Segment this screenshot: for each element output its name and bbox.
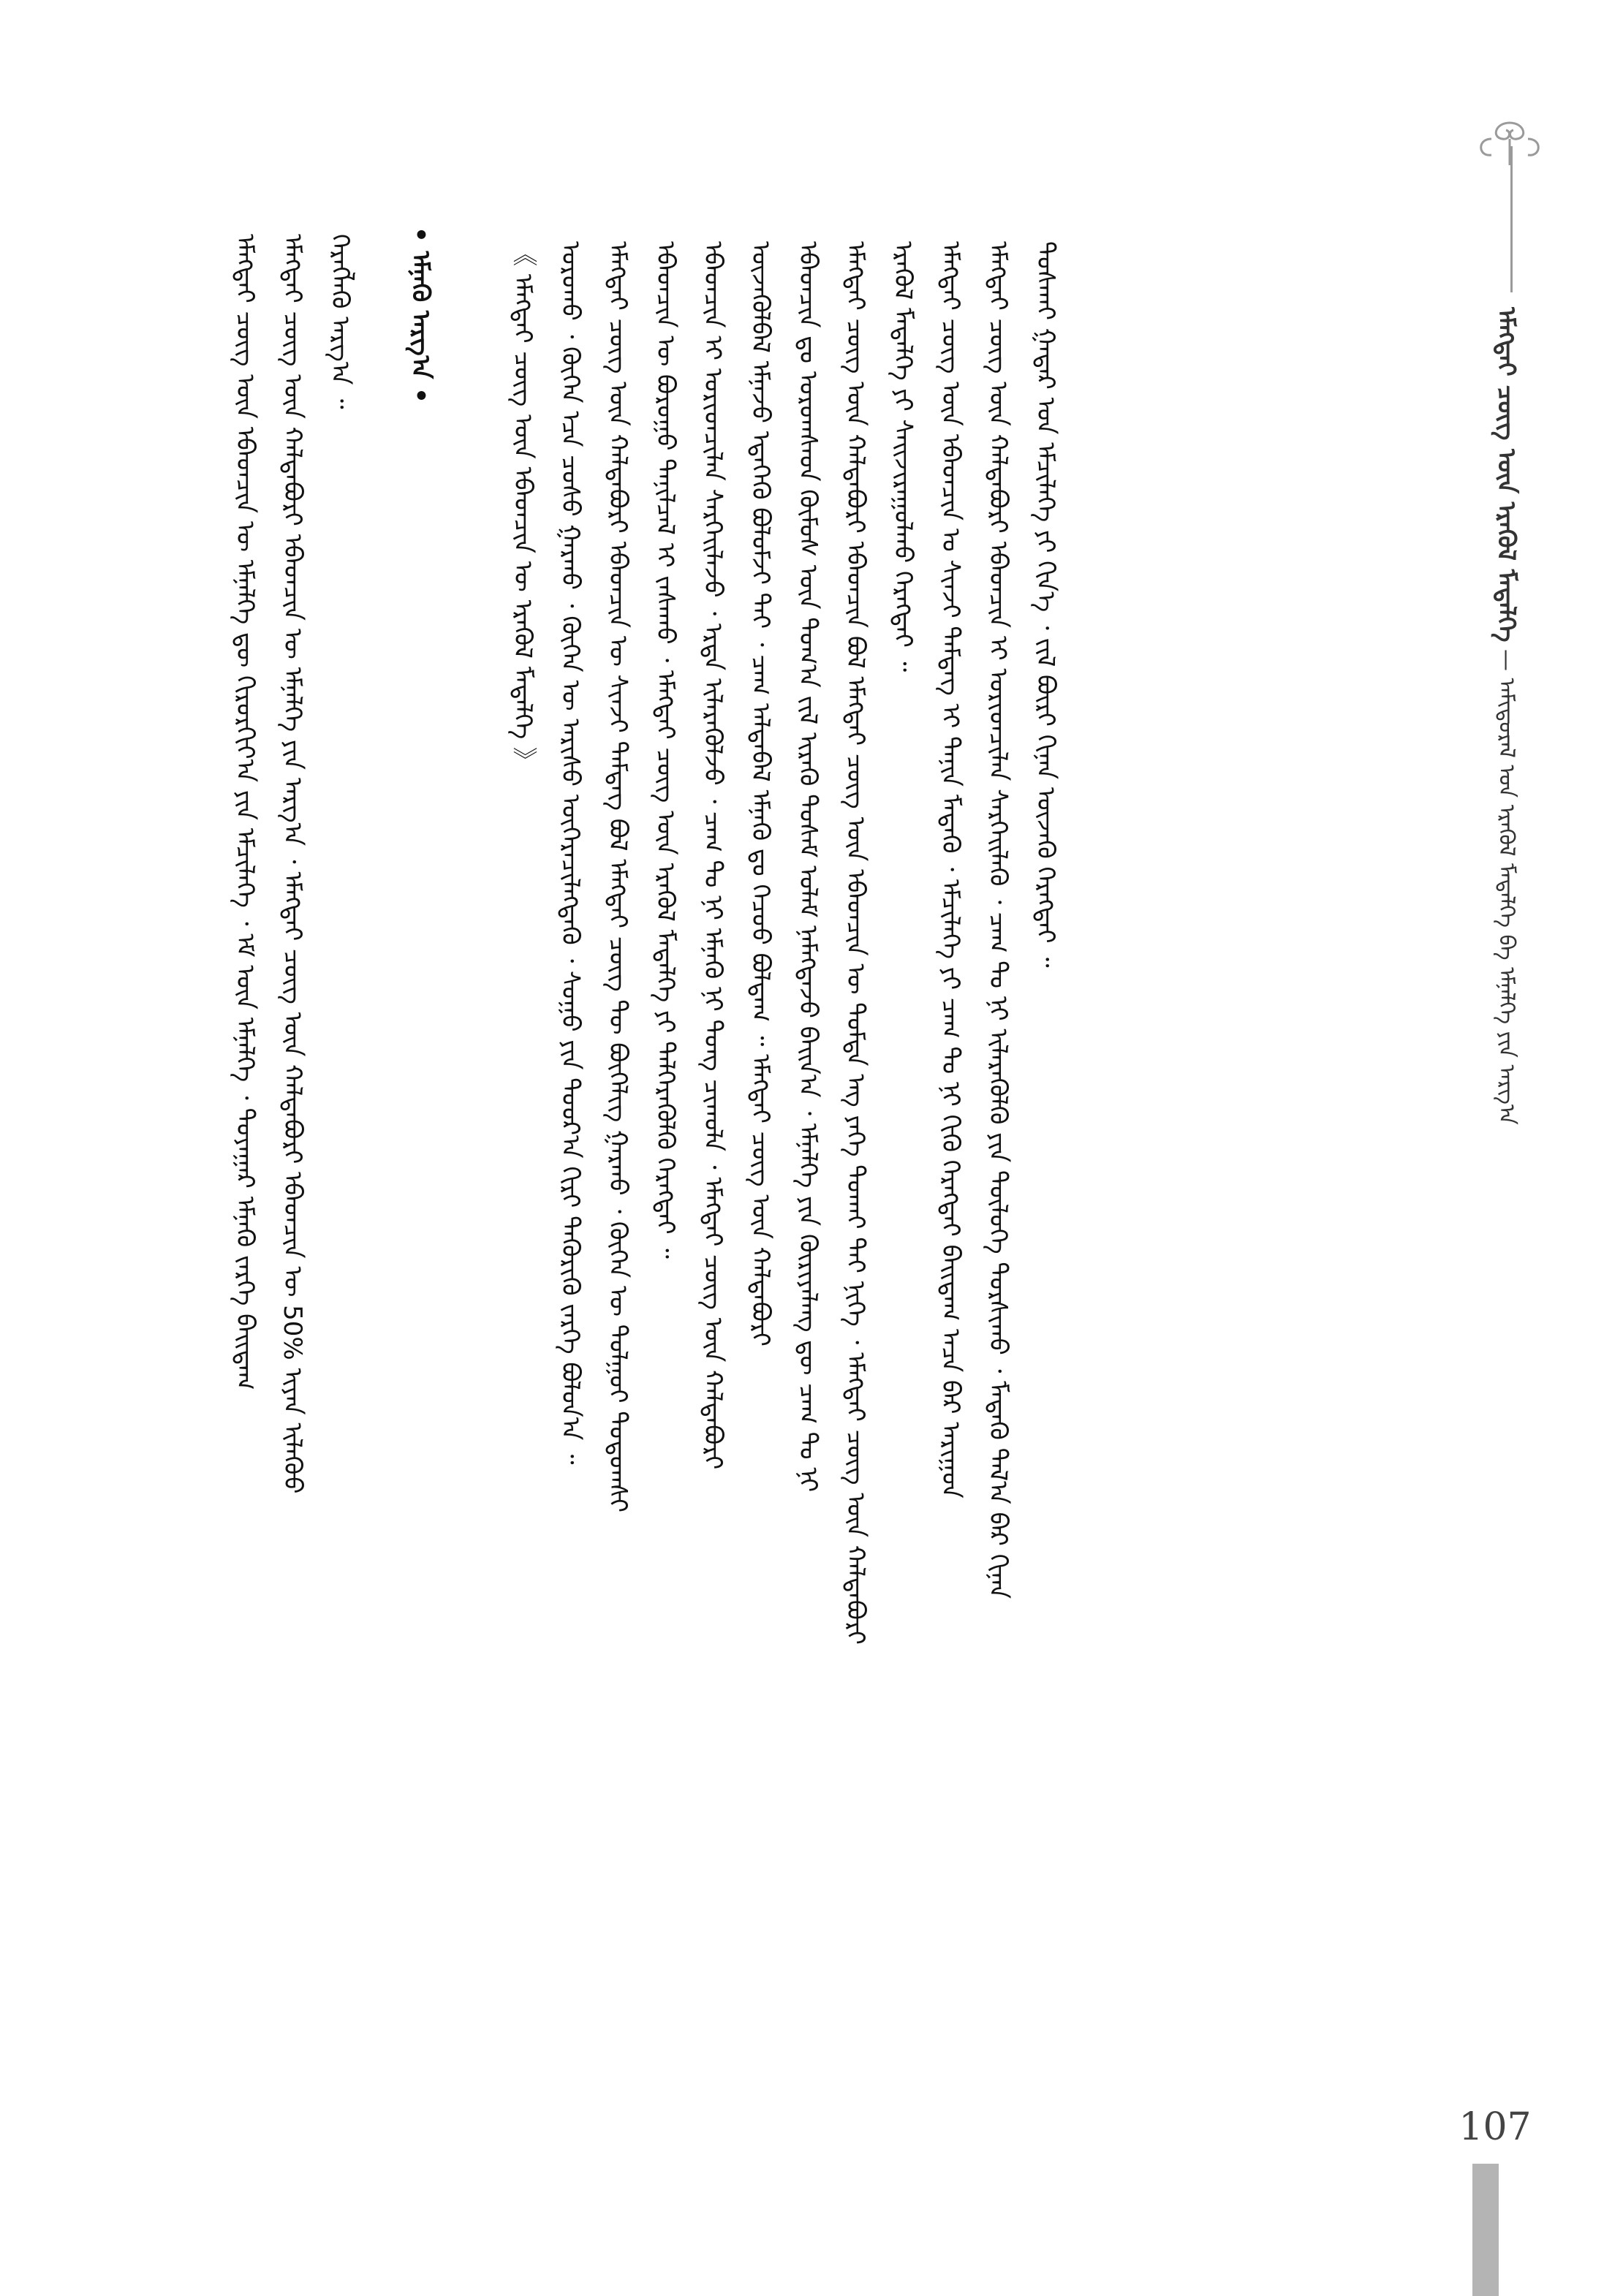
body-line: ᠦᠵᠡᠭᠦᠯᠪᠡᠯ ᠡᠮᠨᠡᠵᠦ ᠡᠳᠡᠭᠡᠬᠦ ᠪᠣᠯᠤᠮᠵᠢ ᠲᠠᠢ ᠂ ᠴᠠᠭ ᠠᠯᠳᠠᠪᠠᠯ ᠡᠮᠨᠡᠬᠦ ᠳᠤ ᠬᠡᠴᠦᠦ ᠪᠣᠯᠳᠠᠭ ᠃ ᠡᠮᠡᠭᠲᠡᠢ ᠴᠦᠭ ᠦᠨ ᠬᠠᠯᠳᠠᠪᠤᠷᠢ bbox=[746, 241, 775, 1346]
body-line: ᠬᠡᠷᠡᠭᠯᠡᠬᠦ ᠠᠷᠭ᠎ᠠ ᠃ bbox=[325, 234, 355, 409]
body-line: ᠡᠮᠡᠭᠲᠡᠢ ᠴᠦᠭ ᠦᠨ ᠡᠪᠡᠳᠴᠢᠨ ᠦ ᠡᠮᠨᠡᠯᠭᠡ ᠳᠦ ᠬᠢᠷᠤᠷᠭᠢᠶ᠎ᠠ ᠶᠢᠨ ᠡᠮᠴᠢᠯᠡᠭᠡ ᠂ ᠡᠮ ᠦᠨ ᠡᠮᠨᠡᠯᠭᠡ ᠂ ᠲᠤᠶᠠᠭᠠᠷ ᠡᠮᠨᠡᠬᠦ ᠵᠡᠷᠭᠡ ᠪᠠᠢᠳᠠᠭ bbox=[230, 234, 260, 1390]
running-head-subtitle: ᠡᠮᠡᠭᠲᠡᠢ ᠴᠦᠭ ᠦᠨ ᠡᠷᠡᠭᠦᠯ ᠮᠡᠳᠡᠯᠭᠡ bbox=[1491, 307, 1521, 643]
section-heading: • ᠡᠮᠨᠡᠬᠦ ᠠᠷᠭ᠎ᠠ • bbox=[406, 227, 435, 403]
body-line: ᠡᠪᠡᠳᠴᠢᠨ ᠳᠤ ᠣᠷᠤᠭᠰᠠᠳ ᠬᠦᠮᠦᠰ ᠦᠨ ᠲᠣᠭ᠎ᠠ ᠵᠢᠯ ᠢᠷᠡᠬᠦ ᠲᠤᠰᠠᠮ ᠤᠯᠠᠮ ᠨᠡᠮᠡᠭᠳᠡᠵᠦ ᠪᠠᠢᠨ᠎ᠠ ᠂ ᠡᠮᠨᠡᠯᠭᠡ ᠶᠢᠨ ᠬᠦᠷᠢᠶᠡᠯᠡᠩ ᠳᠦ ᠴᠠᠭ ᠲᠤ ᠨᠢ bbox=[793, 241, 822, 1493]
body-line: ᠡᠮᠡᠭᠲᠡᠢ ᠴᠦᠭ ᠦᠨ ᠬᠠᠯᠳᠠᠪᠤᠷᠢ ᠡᠪᠡᠳᠴᠢᠨ ᠦ ᠰᠢᠨᠵᠢ ᠲᠡᠮᠳᠡᠭ ᠪᠣᠯ ᠡᠮᠡᠭᠲᠡᠢ ᠴᠦᠭ ᠲᠦ ᠪᠥᠬᠡᠯᠢᠭ ᠭᠠᠷᠬᠤ ᠂ ᠬᠥᠬᠡᠨ ᠦ ᠲᠣᠯᠭᠤᠢ ᠳᠣᠲᠣᠭᠰᠢ bbox=[603, 241, 632, 1513]
body-line: ᠡᠪᠡᠳᠴᠢᠨ ᠢ ᠤᠷᠢᠳᠴᠢᠯᠠᠨ ᠰᠡᠷᠭᠡᠢᠯᠡᠵᠦ ᠂ ᠡᠷᠲᠡ ᠢᠯᠡᠷᠡᠭᠦᠯᠵᠦ ᠂ ᠴᠠᠭ ᠲᠤ ᠨᠢ ᠡᠮᠨᠡᠬᠦ ᠨᠢ ᠲᠤᠩ ᠴᠢᠬᠤᠯᠠ ᠂ ᠡᠮᠡᠭᠲᠡᠢ ᠴᠦᠭ ᠦᠨ ᠬᠠᠯᠳᠠᠪᠤᠷᠢ bbox=[698, 241, 727, 1470]
body-line: ᠡᠪᠡᠳᠴᠢᠨ ᠦ ᠪᠤᠷᠤᠭᠤ ᠲᠠᠨᠢᠯᠴᠠᠯ ᠢ ᠵᠠᠰᠠᠬᠤ ᠂ ᠡᠮᠡᠭᠲᠡᠢ ᠴᠦᠭ ᠦᠨ ᠡᠷᠡᠭᠦᠯ ᠮᠡᠳᠡᠯᠭᠡ ᠶᠢ ᠳᠡᠯᠭᠡᠷᠡᠭᠦᠯᠬᠦ ᠬᠡᠷᠡᠭᠲᠡᠢ ᠃ bbox=[651, 241, 680, 1259]
body-line: ᠲᠤᠰᠬᠠᠢ ᠭᠠᠳᠠᠷ ᠤᠨ ᠡᠮᠴᠢᠯᠡᠭᠡ ᠶᠢ ᠬᠢᠨ᠎ᠡ ᠂ ᠵᠢᠯ ᠪᠦᠷᠢ ᠬᠢᠨᠠᠨ ᠦᠵᠡᠬᠦ ᠬᠡᠷᠡᠭᠲᠡᠢ ᠃ bbox=[1031, 241, 1060, 968]
running-head-title: ᠠᠮᠢᠳᠤᠷᠠᠯ ᠤᠨ ᠡᠷᠡᠭᠦᠯ ᠮᠡᠳᠡᠯᠭᠡ ᠪᠠ ᠡᠮᠨᠡᠯᠭᠡ ᠶᠢᠨ ᠠᠷᠭ᠎ᠠ bbox=[1494, 678, 1519, 1125]
page-number: 107 bbox=[1459, 2105, 1532, 2149]
running-head-rule bbox=[1510, 146, 1513, 292]
body-line: ᠡᠷᠡᠭᠦᠯ ᠮᠡᠳᠡᠯᠭᠡ ᠶᠢ ᠰᠠᠢᠵᠢᠷᠠᠭᠤᠯᠬᠤ ᠬᠡᠷᠡᠭᠲᠡᠢ ᠃ bbox=[888, 241, 918, 672]
body-line: ᠡᠮᠡᠭᠲᠡᠢ ᠴᠦᠭ ᠦᠨ ᠡᠪᠡᠳᠴᠢᠨ ᠤ ᠰᠢᠨᠵᠢ ᠲᠡᠮᠳᠡᠭ ᠢ ᠲᠠᠨᠢᠨ ᠮᠡᠳᠡᠬᠦ ᠂ ᠡᠮᠴᠢᠯᠡᠭᠡ ᠶᠢ ᠴᠠᠭ ᠲᠤ ᠨᠢ ᠬᠢᠬᠦ ᠬᠡᠷᠡᠭᠲᠡᠢ ᠪᠠᠢᠳᠠᠭ ᠠᠴᠠ ᠪᠡᠷ ᠠᠷᠢᠭᠤᠨ bbox=[936, 241, 965, 1499]
page-edge-tab bbox=[1472, 2164, 1499, 2296]
body-line: ᠣᠷᠣᠬᠤ ᠂ ᠬᠥᠬᠡᠨ ᠡᠴᠡ ᠴᠤᠰᠤ ᠭᠠᠷᠬᠤ ᠂ ᠬᠥᠬᠡᠨ ᠦ ᠠᠷᠢᠰᠤ ᠥᠭᠡᠷᠡᠴᠢᠯᠡᠭᠳᠡᠬᠦ ᠂ ᠰᠤᠭᠤ ᠶᠢᠨ ᠳᠤᠤᠷ᠎ᠠ ᠬᠢᠷᠢ ᠲᠡᠭᠦᠷᠢᠬᠦ ᠵᠡᠷᠭᠡ ᠪᠣᠯᠤᠨ᠎ᠠ ᠃ bbox=[556, 241, 585, 1465]
running-head: ᠡᠮᠡᠭᠲᠡᠢ ᠴᠦᠭ ᠦᠨ ᠡᠷᠡᠭᠦᠯ ᠮᠡᠳᠡᠯᠭᠡ — ᠠᠮᠢᠳᠤᠷᠠᠯ ᠤᠨ ᠡᠷᠡᠭᠦᠯ ᠮᠡᠳᠡᠯᠭᠡ ᠪᠠ ᠡᠮᠨᠡᠯᠭᠡ ᠶᠢᠨ ᠠᠷᠭ᠎ᠠ bbox=[1491, 307, 1521, 1125]
body-line: ᠡᠮᠡᠭᠲᠡᠢ ᠴᠦᠭ ᠦᠨ ᠬᠠᠯᠳᠠᠪᠤᠷᠢ ᠡᠪᠡᠳᠴᠢᠨ ᠦ ᠡᠮᠨᠡᠯᠭᠡ ᠶᠢᠨ ᠠᠷᠭ᠎ᠠ ᠂ ᠡᠮᠡᠭᠲᠡᠢ ᠴᠦᠭ ᠦᠨ ᠬᠠᠯᠳᠠᠪᠤᠷᠢ ᠡᠪᠡᠳᠴᠢᠨ ᠦ 50% ᠢᠶᠠᠨ ᠢᠯᠡᠭᠦᠦ bbox=[278, 234, 307, 1494]
body-line: ᠡᠮᠡᠭᠲᠡᠢ ᠴᠦᠭ ᠦᠨ ᠬᠠᠯᠳᠠᠪᠤᠷᠢ ᠡᠪᠡᠳᠴᠢᠨ ᠪᠣᠯ ᠡᠮᠡᠭᠲᠡᠢ ᠴᠦᠭ ᠦᠨ ᠡᠪᠡᠳᠴᠢᠨ ᠦ ᠳᠤᠮᠳᠠ ᠡᠩ ᠶᠡᠬᠡ ᠲᠤᠬᠠᠢ ᠲᠠᠢ ᠨᠢᠭᠡ ᠂ ᠡᠮᠡᠭᠲᠡᠢ ᠴᠦᠭ ᠦᠨ ᠬᠠᠯᠳᠠᠪᠤᠷᠢ bbox=[841, 241, 870, 1645]
quote-line: 《 ᠡᠮᠡᠭᠲᠡᠢ ᠴᠦᠭ ᠦᠨ ᠡᠪᠡᠳᠴᠢᠨ ᠦ ᠡᠷᠡᠭᠦᠯ ᠮᠡᠳᠡᠯᠭᠡ 》 bbox=[508, 241, 537, 772]
body-line: ᠡᠮᠡᠭᠲᠡᠢ ᠴᠦᠭ ᠦᠨ ᠬᠠᠯᠳᠠᠪᠤᠷᠢ ᠡᠪᠡᠳᠴᠢᠨ ᠢ ᠤᠷᠢᠳᠴᠢᠯᠠᠨ ᠰᠡᠷᠭᠡᠢᠯᠡᠬᠦ ᠂ ᠴᠠᠭ ᠲᠤ ᠨᠢ ᠢᠯᠡᠷᠡᠭᠦᠯᠬᠦ ᠶᠢᠨ ᠲᠥᠯᠥᠭᠡ ᠲᠤᠷᠰᠢᠬᠤ ᠂ ᠮᠡᠳᠡᠬᠦ ᠲᠠᠯ᠎ᠠ ᠪᠠᠷ ᠬᠢᠨᠠᠨ bbox=[983, 241, 1013, 1599]
ornament-flourish-icon bbox=[1469, 117, 1550, 168]
